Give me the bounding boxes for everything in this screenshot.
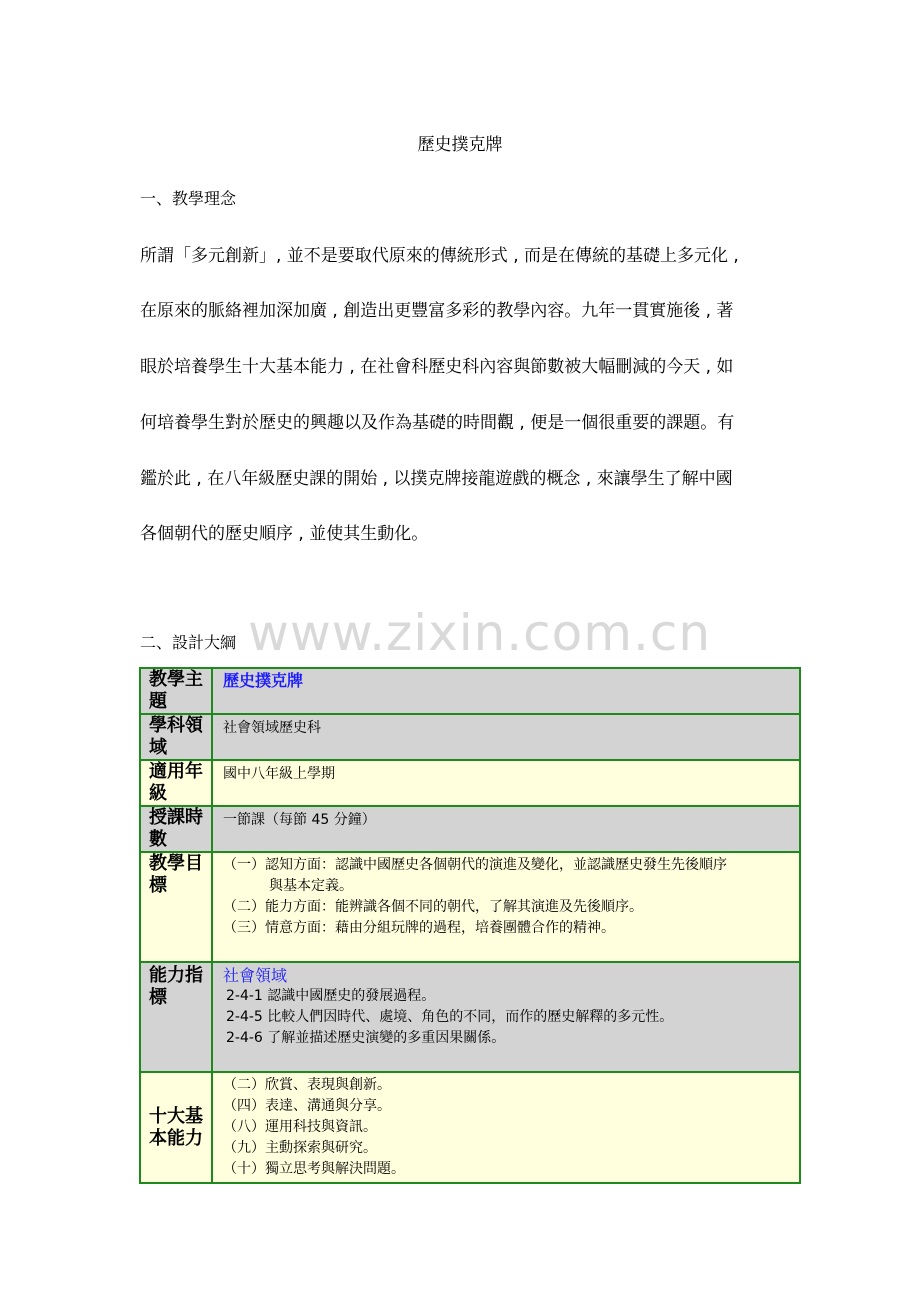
goal-item: （二）能力方面：能辨識各個不同的朝代，了解其演進及先後順序。 (223, 899, 643, 915)
row-label: 教學主題 (140, 668, 212, 714)
goal-item: 與基本定義。 (269, 878, 353, 894)
paragraph-line: 所謂「多元創新」, 並不是要取代原來的傳統形式 , 而是在傳統的基礎上多元化 , (140, 246, 739, 266)
subject-value: 社會領域歷史科 (212, 714, 800, 760)
hours-value: 一節課（每節 45 分鐘） (212, 806, 800, 852)
ability-item: （十）獨立思考與解決問題。 (223, 1161, 405, 1177)
row-label: 能力指標 (140, 962, 212, 1072)
row-indicators (140, 962, 800, 1072)
row-subject (140, 714, 800, 760)
paragraph-line: 各個朝代的歷史順序 , 並使其生動化。 (140, 524, 429, 544)
row-hours (140, 806, 800, 852)
watermark: www.zixin.com.cn (248, 604, 712, 662)
row-label: 十大基本能力 (140, 1072, 212, 1183)
ability-item: （九）主動探索與研究。 (223, 1140, 377, 1156)
row-grade (140, 760, 800, 806)
topic-value: 歷史撲克牌 (223, 671, 304, 690)
section-heading-philosophy: 一、教學理念 (140, 189, 237, 208)
row-goals (140, 852, 800, 962)
goal-item: （一）認知方面：認識中國歷史各個朝代的演進及變化，並認識歷史發生先後順序 (223, 857, 727, 873)
ability-item: （二）欣賞、表現與創新。 (223, 1077, 391, 1093)
row-label: 授課時數 (140, 806, 212, 852)
row-label: 學科領域 (140, 714, 212, 760)
indicator-domain: 社會領域 (223, 966, 288, 985)
paragraph-line: 在原來的脈絡裡加深加廣 , 創造出更豐富多彩的教學內容。九年一貫實施後 , 著 (140, 301, 734, 321)
row-label: 教學目標 (140, 852, 212, 962)
paragraph-line: 何培養學生對於歷史的興趣以及作為基礎的時間觀 , 便是一個很重要的課題。有 (140, 413, 735, 433)
goal-item: （三）情意方面：藉由分組玩牌的過程，培養團體合作的精神。 (223, 920, 615, 936)
ability-item: （八）運用科技與資訊。 (223, 1119, 377, 1135)
row-abilities (140, 1072, 800, 1183)
row-topic (140, 668, 800, 714)
indicator-item: 2-4-6 了解並描述歷史演變的多重因果關係。 (226, 1030, 506, 1046)
grade-value: 國中八年級上學期 (212, 760, 800, 806)
indicator-item: 2-4-5 比較人們因時代、處境、角色的不同，而作的歷史解釋的多元性。 (226, 1009, 674, 1025)
paragraph-line: 鑑於此 , 在八年級歷史課的開始 , 以撲克牌接龍遊戲的概念 , 來讓學生了解中國 (140, 469, 733, 489)
row-label: 適用年級 (140, 760, 212, 806)
ability-item: （四）表達、溝通與分享。 (223, 1098, 391, 1114)
indicator-item: 2-4-1 認識中國歷史的發展過程。 (226, 988, 436, 1004)
section-heading-outline: 二、設計大綱 (140, 633, 237, 652)
design-outline-table (139, 667, 801, 1184)
document-title: 歷史撲克牌 (417, 135, 503, 155)
paragraph-line: 眼於培養學生十大基本能力 , 在社會科歷史科內容與節數被大幅刪減的今天 , 如 (140, 357, 734, 377)
